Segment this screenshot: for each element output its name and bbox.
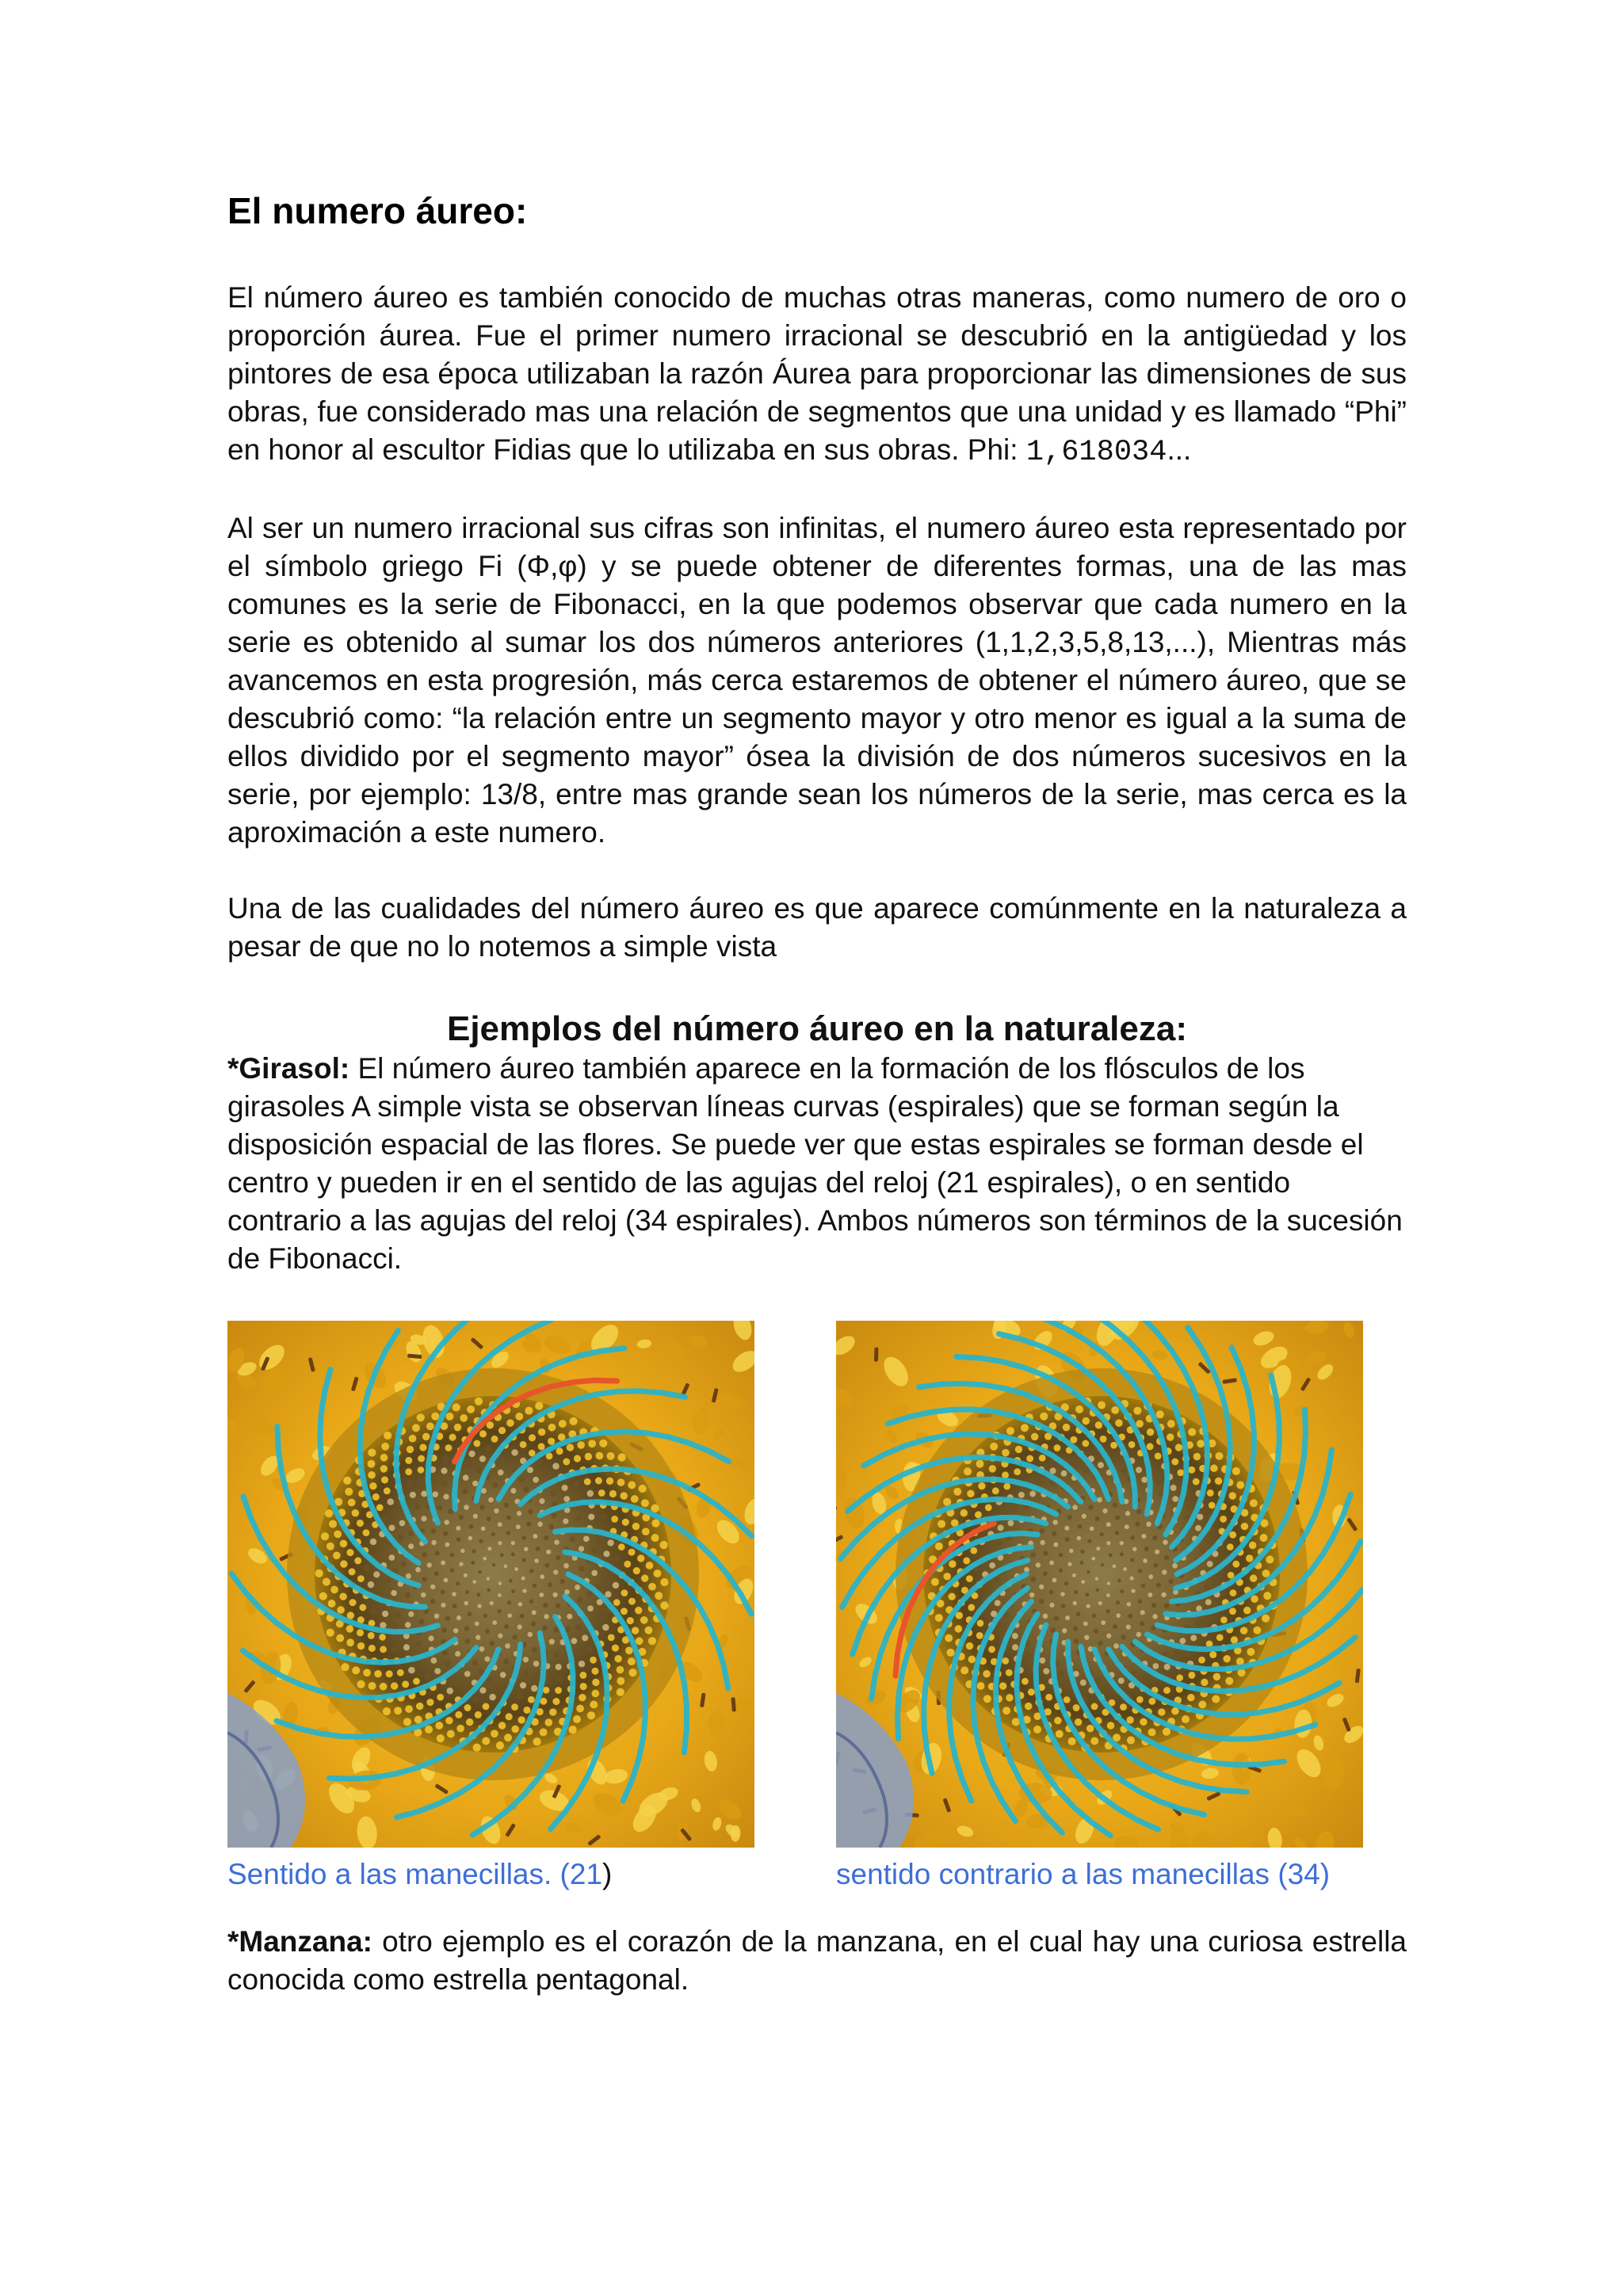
sunflower-figures <box>227 1321 1407 1923</box>
phi-ellipsis: ... <box>1167 433 1192 466</box>
sunflower-clockwise-image <box>227 1321 754 1848</box>
apple-text: otro ejemplo es el corazón de la manzana, en el cual hay una curiosa estrella conocida como estrella pentagonal. <box>227 1925 1407 1996</box>
intro-paragraph <box>227 279 1407 471</box>
figure-counterclockwise <box>836 1321 1363 1894</box>
figure-clockwise <box>227 1321 754 1894</box>
sunflower-counterclockwise-image <box>836 1321 1363 1848</box>
section-title: Ejemplos del número áureo en la naturaleza: <box>446 1009 1188 1048</box>
caption-clockwise-paren: ) <box>602 1858 613 1890</box>
apple-paragraph <box>227 1923 1407 1999</box>
nature-paragraph: Una de las cualidades del número áureo es que aparece comúnmente en la naturaleza a pesar de que no lo notemos a simple vista <box>227 892 1407 963</box>
sunflower-label: *Girasol: <box>227 1052 350 1085</box>
document-page <box>227 189 1407 1999</box>
sunflower-paragraph <box>227 1050 1407 1278</box>
intro-text: El número áureo es también conocido de muchas otras maneras, como numero de oro o proporción áurea. Fue el primer numero irracional se descubrió en la antigüedad y los pintores de esa época utilizaban la razón Áurea para proporcionar las dimensiones de sus obras, fue considerado mas una relación de segmentos que una unidad y es llamado “Phi” en honor al escultor Fidias que lo utilizaba en sus obras. Phi: <box>227 281 1407 466</box>
phi-value: 1,618034 <box>1025 436 1167 469</box>
caption-counterclockwise: sentido contrario a las manecillas (34) <box>836 1858 1331 1890</box>
sunflower-text: El número áureo también aparece en la formación de los flósculos de los girasoles A simple vista se observan líneas curvas (espirales) que se forman según la disposición espacial de las flores. Se puede ver que estas espirales se forman desde el centro y pueden ir en el sentido de las agujas del reloj (21 espirales), o en sentido contrario a las agujas del reloj (34 espirales). Ambos números son términos de la sucesión de Fibonacci. <box>227 1052 1403 1275</box>
page-title: El numero áureo: <box>227 190 528 231</box>
caption-clockwise-text: Sentido a las manecillas. (21 <box>227 1858 603 1890</box>
caption-clockwise <box>227 1855 754 1894</box>
fibonacci-paragraph: Al ser un numero irracional sus cifras son infinitas, el numero áureo esta representado por el símbolo griego Fi (Φ,φ) y se puede obtener de diferentes formas, una de las mas comunes es la serie de Fibonacci, en la que podemos observar que cada numero en la serie es obtenido al sumar los dos números anteriores (1,1,2,3,5,8,13,...), Mientras más avancemos en esta progresión, más cerca estaremos de obtener el número áureo, que se descubrió como: “la relación entre un segmento mayor y otro menor es igual a la suma de ellos dividido por el segmento mayor” ósea la división de dos números sucesivos en la serie, por ejemplo: 13/8, entre mas grande sean los números de la serie, mas cerca es la aproximación a este numero. <box>227 512 1407 849</box>
apple-label: *Manzana: <box>227 1925 372 1958</box>
